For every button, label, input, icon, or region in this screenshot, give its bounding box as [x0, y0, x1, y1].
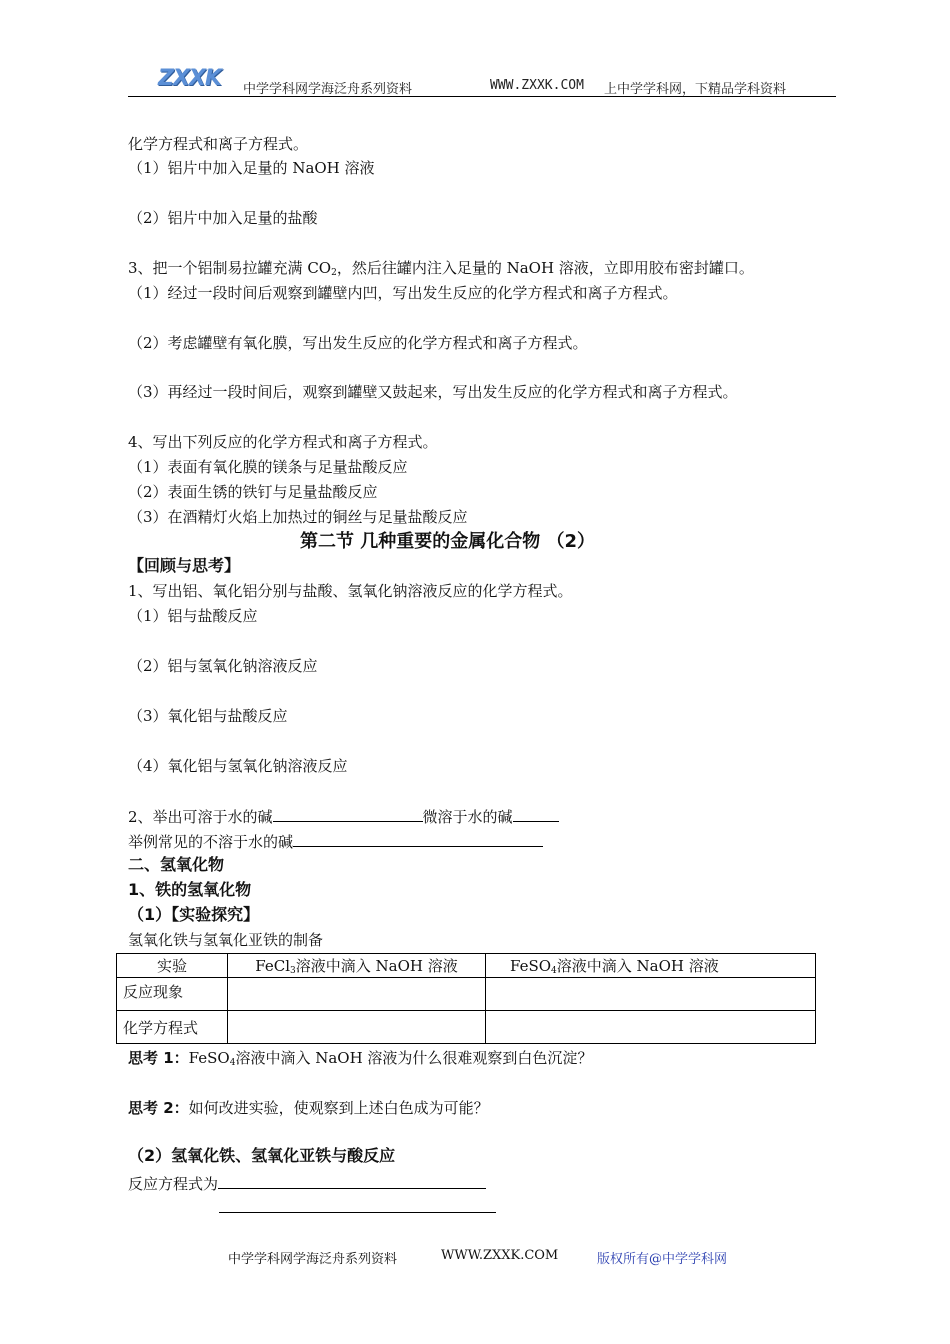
question-2	[128, 805, 559, 827]
answer-blank[interactable]	[513, 805, 559, 822]
footer-copyright-link[interactable]: 版权所有@中学学科网	[597, 1252, 728, 1267]
equation-label: 反应方程式为	[128, 1175, 219, 1193]
table-caption: 氢氧化铁与氢氧化亚铁的制备	[128, 931, 324, 949]
header-site-url[interactable]: WWW.ZXXK.COM	[490, 78, 584, 93]
table-cell-input[interactable]	[486, 1011, 816, 1044]
answer-blank-line[interactable]	[219, 1212, 496, 1213]
text-line: 1、写出铝、氧化铝分别与盐酸、氢氧化钠溶液反应的化学方程式。	[128, 582, 573, 600]
heading-hydroxides: 二、氢氧化物	[128, 855, 225, 874]
q3-part-a: 3、把一个铝制易拉罐充满 CO	[128, 259, 332, 277]
row-label-phenomenon: 反应现象	[117, 978, 228, 1011]
text-line: （3）再经过一段时间后，观察到罐壁又鼓起来，写出发生反应的化学方程式和离子方程式。	[128, 383, 738, 401]
footer-site-url[interactable]: WWW.ZXXK.COM	[441, 1248, 559, 1263]
section-title: 第二节 几种重要的金属化合物 （2）	[300, 531, 596, 552]
question-2-cont	[128, 830, 543, 852]
think-2: 思考 2：如何改进实验，使观察到上述白色成为可能？	[128, 1099, 489, 1117]
footer-left-text: 中学学科网学海泛舟系列资料	[228, 1252, 398, 1267]
think-1-label: 思考 1：	[128, 1049, 189, 1067]
text-line: （2）考虑罐壁有氧化膜，写出发生反应的化学方程式和离子方程式。	[128, 334, 588, 352]
table-header-fecl3: FeCl$_3$溶液中滴入 NaOH 溶液	[228, 954, 486, 978]
question-4: 4、写出下列反应的化学方程式和离子方程式。	[128, 433, 438, 451]
q2-label-b: 微溶于水的碱	[422, 808, 513, 826]
subscript: 2	[331, 268, 337, 278]
text-line: （2）铝与氢氧化钠溶液反应	[128, 657, 318, 675]
heading-acid-reaction: （2）氢氧化铁、氢氧化亚铁与酸反应	[128, 1146, 396, 1165]
think-1: 思考 1：FeSO$_4$溶液中滴入 NaOH 溶液为什么很难观察到白色沉淀？	[128, 1049, 593, 1068]
q2-label-a: 2、举出可溶于水的碱	[128, 808, 273, 826]
text-line: （2）铝片中加入足量的盐酸	[128, 209, 318, 227]
answer-blank[interactable]	[293, 830, 543, 847]
header-right-text: 上中学学科网，下精品学科资料	[604, 82, 787, 97]
text-line: （1）铝与盐酸反应	[128, 607, 258, 625]
review-heading: 【回顾与思考】	[128, 556, 241, 575]
equation-line	[128, 1172, 486, 1194]
q2-label-c: 举例常见的不溶于水的碱	[128, 833, 294, 851]
text-line: （3）在酒精灯火焰上加热过的铜丝与足量盐酸反应	[128, 508, 468, 526]
header-rule	[128, 96, 836, 97]
table-cell-input[interactable]	[228, 1011, 486, 1044]
answer-blank[interactable]	[273, 805, 423, 822]
think-2-label: 思考 2：	[128, 1099, 189, 1117]
answer-blank[interactable]	[218, 1172, 486, 1189]
question-3	[128, 258, 754, 278]
text-line: （1）表面有氧化膜的镁条与足量盐酸反应	[128, 458, 408, 476]
table-cell-input[interactable]	[486, 978, 816, 1011]
experiment-table	[116, 953, 816, 1044]
header-left-text: 中学学科网学海泛舟系列资料	[243, 82, 413, 97]
zxxk-logo: ZXXK	[158, 66, 221, 91]
row-label-equation: 化学方程式	[117, 1011, 228, 1044]
text-line: （3）氧化铝与盐酸反应	[128, 707, 288, 725]
table-cell-input[interactable]	[228, 978, 486, 1011]
text-line: （1）经过一段时间后观察到罐壁内凹，写出发生反应的化学方程式和离子方程式。	[128, 284, 678, 302]
table-header-feso4: FeSO$_4$溶液中滴入 NaOH 溶液	[486, 954, 816, 978]
text-line: （2）表面生锈的铁钉与足量盐酸反应	[128, 483, 378, 501]
text-line: （4）氧化铝与氢氧化钠溶液反应	[128, 757, 348, 775]
heading-experiment: （1）【实验探究】	[128, 905, 260, 924]
table-header-experiment: 实验	[117, 954, 228, 978]
heading-iron-hydroxides: 1、铁的氢氧化物	[128, 880, 252, 899]
q3-part-b: ，然后往罐内注入足量的 NaOH 溶液，立即用胶布密封罐口。	[336, 259, 754, 277]
text-line: 化学方程式和离子方程式。	[128, 135, 309, 153]
text-line: （1）铝片中加入足量的 NaOH 溶液	[128, 159, 375, 177]
